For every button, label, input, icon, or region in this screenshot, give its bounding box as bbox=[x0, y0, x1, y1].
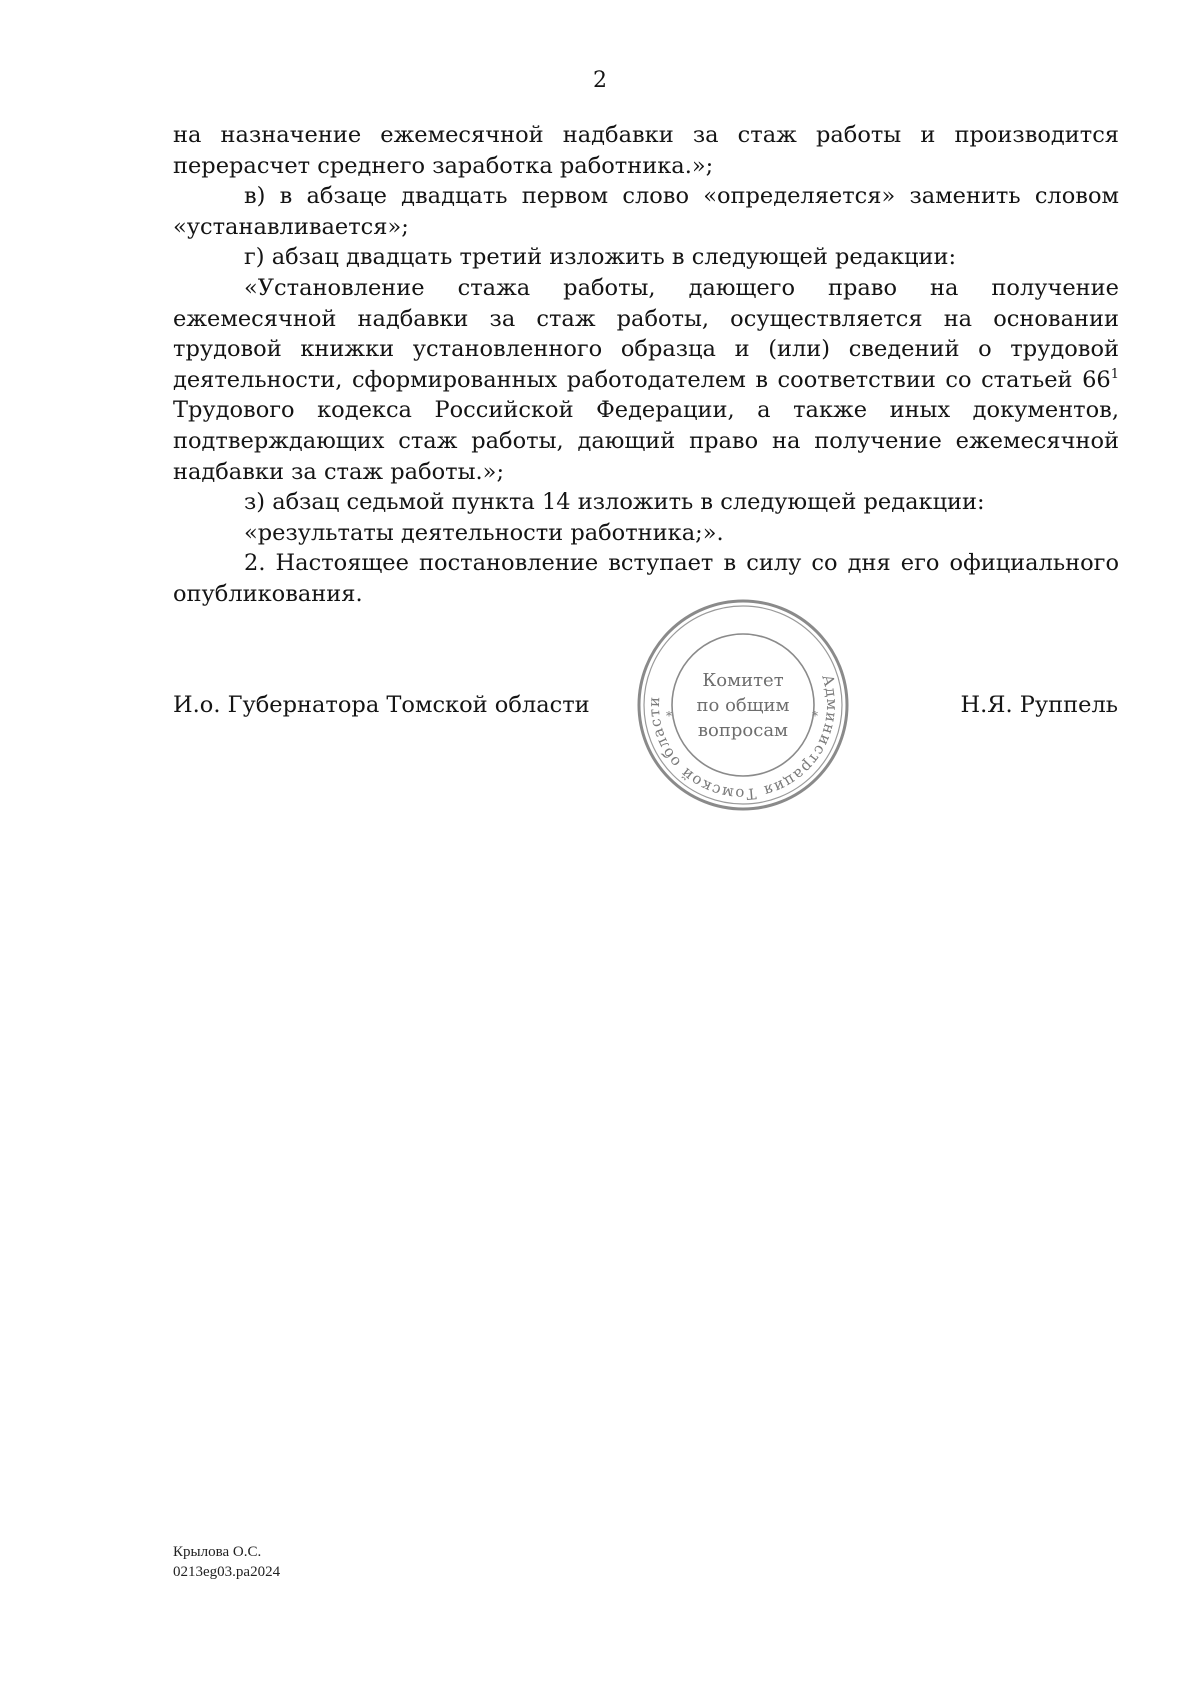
official-stamp bbox=[632, 594, 854, 816]
paragraph-item-v: в) в абзаце двадцать первом слово «определяется» заменить словом «устанавливается»; bbox=[173, 183, 1119, 240]
document-code: 0213eg03.pa2024 bbox=[173, 1564, 281, 1580]
stamp-line-3: вопросам bbox=[697, 720, 789, 741]
paragraph-item-3: з) абзац седьмой пункта 14 изложить в следующей редакции: bbox=[244, 489, 985, 516]
paragraph-item-2: 2. Настоящее постановление вступает в силу со дня его официального опубликования. bbox=[173, 550, 1119, 607]
document-body bbox=[173, 120, 1119, 610]
signatory-position: И.о. Губернатора Томской области bbox=[173, 692, 590, 718]
page-number: 2 bbox=[593, 68, 607, 93]
stamp-line-1: Комитет bbox=[702, 670, 784, 691]
svg-text:*: * bbox=[812, 709, 818, 723]
quoted-text-part2: Трудового кодекса Российской Федерации, а также иных документов, подтверждающих стаж работы, дающий право на получение ежемесячной надбавки за стаж работы.»; bbox=[173, 397, 1119, 485]
article-superscript: 1 bbox=[1110, 366, 1119, 382]
paragraph-item-g: г) абзац двадцать третий изложить в следующей редакции: bbox=[244, 244, 957, 271]
paragraph-continuation: на назначение ежемесячной надбавки за стаж работы и производится перерасчет среднего заработка работника.»; bbox=[173, 122, 1119, 179]
stamp-line-2: по общим bbox=[696, 695, 790, 716]
paragraph-quoted-text bbox=[173, 273, 1119, 487]
quoted-text-part1: «Установление стажа работы, дающего право на получение ежемесячной надбавки за стаж работы, осуществляется на основании трудовой книжки установленного образца и (или) сведений о трудовой деятельности, сформированных работодателем в соответствии со статьей 66 bbox=[173, 274, 1119, 393]
document-footer bbox=[173, 1542, 280, 1582]
svg-text:*: * bbox=[666, 709, 672, 723]
paragraph-quoted-result: «результаты деятельности работника;». bbox=[244, 519, 724, 546]
signatory-name: Н.Я. Руппель bbox=[960, 692, 1118, 718]
stamp-ring-text: Администрация Томской области bbox=[644, 672, 842, 804]
executor-name: Крылова О.С. bbox=[173, 1544, 262, 1560]
